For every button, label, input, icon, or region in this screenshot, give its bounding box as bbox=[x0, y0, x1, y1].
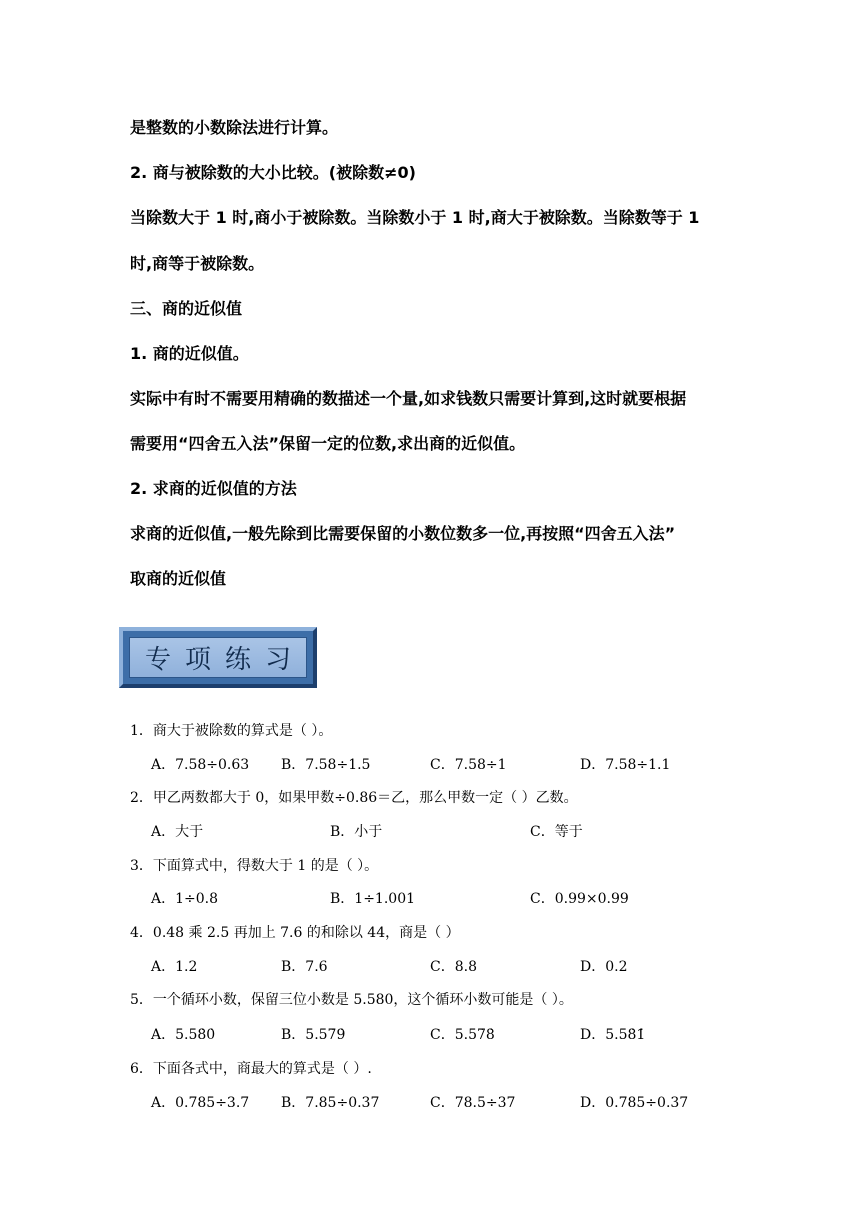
question-2-option-c: C．等于 bbox=[530, 824, 583, 840]
question-5-option-c: C．5.57̇8̇ bbox=[430, 1027, 495, 1043]
question-5-option-a: A．5.58̇0̇ bbox=[151, 1027, 216, 1043]
section-heading-approximation: 三、商的近似值 bbox=[130, 299, 243, 318]
question-1: 1．商大于被除数的算式是（ ）。 bbox=[130, 723, 333, 739]
question-3-option-b: B．1÷1.001 bbox=[330, 891, 416, 907]
question-5: 5．一个循环小数，保留三位小数是 5.580，这个循环小数可能是（ ）。 bbox=[130, 992, 573, 1008]
question-3-option-a: A．1÷0.8 bbox=[151, 891, 219, 907]
question-2-option-a: A．大于 bbox=[151, 824, 204, 840]
question-2: 2．甲乙两数都大于 0，如果甲数÷0.86＝乙，那么甲数一定（ ）乙数。 bbox=[130, 790, 578, 806]
practice-banner-title: 专项练习 bbox=[144, 645, 305, 675]
section-heading-quotient-comparison: 2. 商与被除数的大小比较。(被除数≠0) bbox=[130, 163, 416, 182]
question-4-option-b: B．7.6 bbox=[281, 959, 328, 975]
question-1-option-b: B．7.58÷1.5 bbox=[281, 757, 371, 773]
question-1-option-a: A．7.58÷0.63 bbox=[151, 757, 250, 773]
question-4: 4．0.48 乘 2.5 再加上 7.6 的和除以 44，商是（ ） bbox=[130, 925, 460, 941]
question-6-option-c: C．78.5÷37 bbox=[430, 1095, 516, 1111]
practice-banner-face bbox=[129, 637, 307, 678]
question-5-option-b: B．5.57̇9̇ bbox=[281, 1027, 346, 1043]
question-5-option-d: D．5.58̇1̇ bbox=[580, 1027, 646, 1043]
question-3: 3．下面算式中，得数大于 1 的是（ ）。 bbox=[130, 858, 379, 874]
question-6-option-b: B．7.85÷0.37 bbox=[281, 1095, 380, 1111]
question-3-option-c: C．0.99×0.99 bbox=[530, 891, 629, 907]
question-4-option-c: C．8.8 bbox=[430, 959, 477, 975]
note-line-4: 时,商等于被除数。 bbox=[130, 254, 265, 273]
note-line-10: 求商的近似值,一般先除到比需要保留的小数位数多一位,再按照“四舍五入法” bbox=[130, 524, 676, 543]
question-1-option-c: C．7.58÷1 bbox=[430, 757, 507, 773]
practice-banner bbox=[119, 627, 317, 688]
question-2-option-b: B．小于 bbox=[330, 824, 383, 840]
question-4-option-d: D．0.2 bbox=[580, 959, 628, 975]
question-6: 6．下面各式中，商最大的算式是（ ）. bbox=[130, 1061, 372, 1077]
note-line-3: 当除数大于 1 时,商小于被除数。当除数小于 1 时,商大于被除数。当除数等于 1 bbox=[130, 208, 700, 227]
question-6-option-d: D．0.785÷0.37 bbox=[580, 1095, 689, 1111]
note-line-8: 需要用“四舍五入法”保留一定的位数,求出商的近似值。 bbox=[130, 434, 526, 453]
question-1-option-d: D．7.58÷1.1 bbox=[580, 757, 671, 773]
question-4-option-a: A．1.2 bbox=[151, 959, 198, 975]
note-line-7: 实际中有时不需要用精确的数描述一个量,如求钱数只需要计算到,这时就要根据 bbox=[130, 389, 687, 408]
subheading-method: 2. 求商的近似值的方法 bbox=[130, 479, 297, 498]
question-6-option-a: A．0.785÷3.7 bbox=[151, 1095, 250, 1111]
note-line-1: 是整数的小数除法进行计算。 bbox=[130, 118, 339, 137]
note-line-11: 取商的近似值 bbox=[130, 569, 227, 588]
subheading-approximation: 1. 商的近似值。 bbox=[130, 344, 249, 363]
